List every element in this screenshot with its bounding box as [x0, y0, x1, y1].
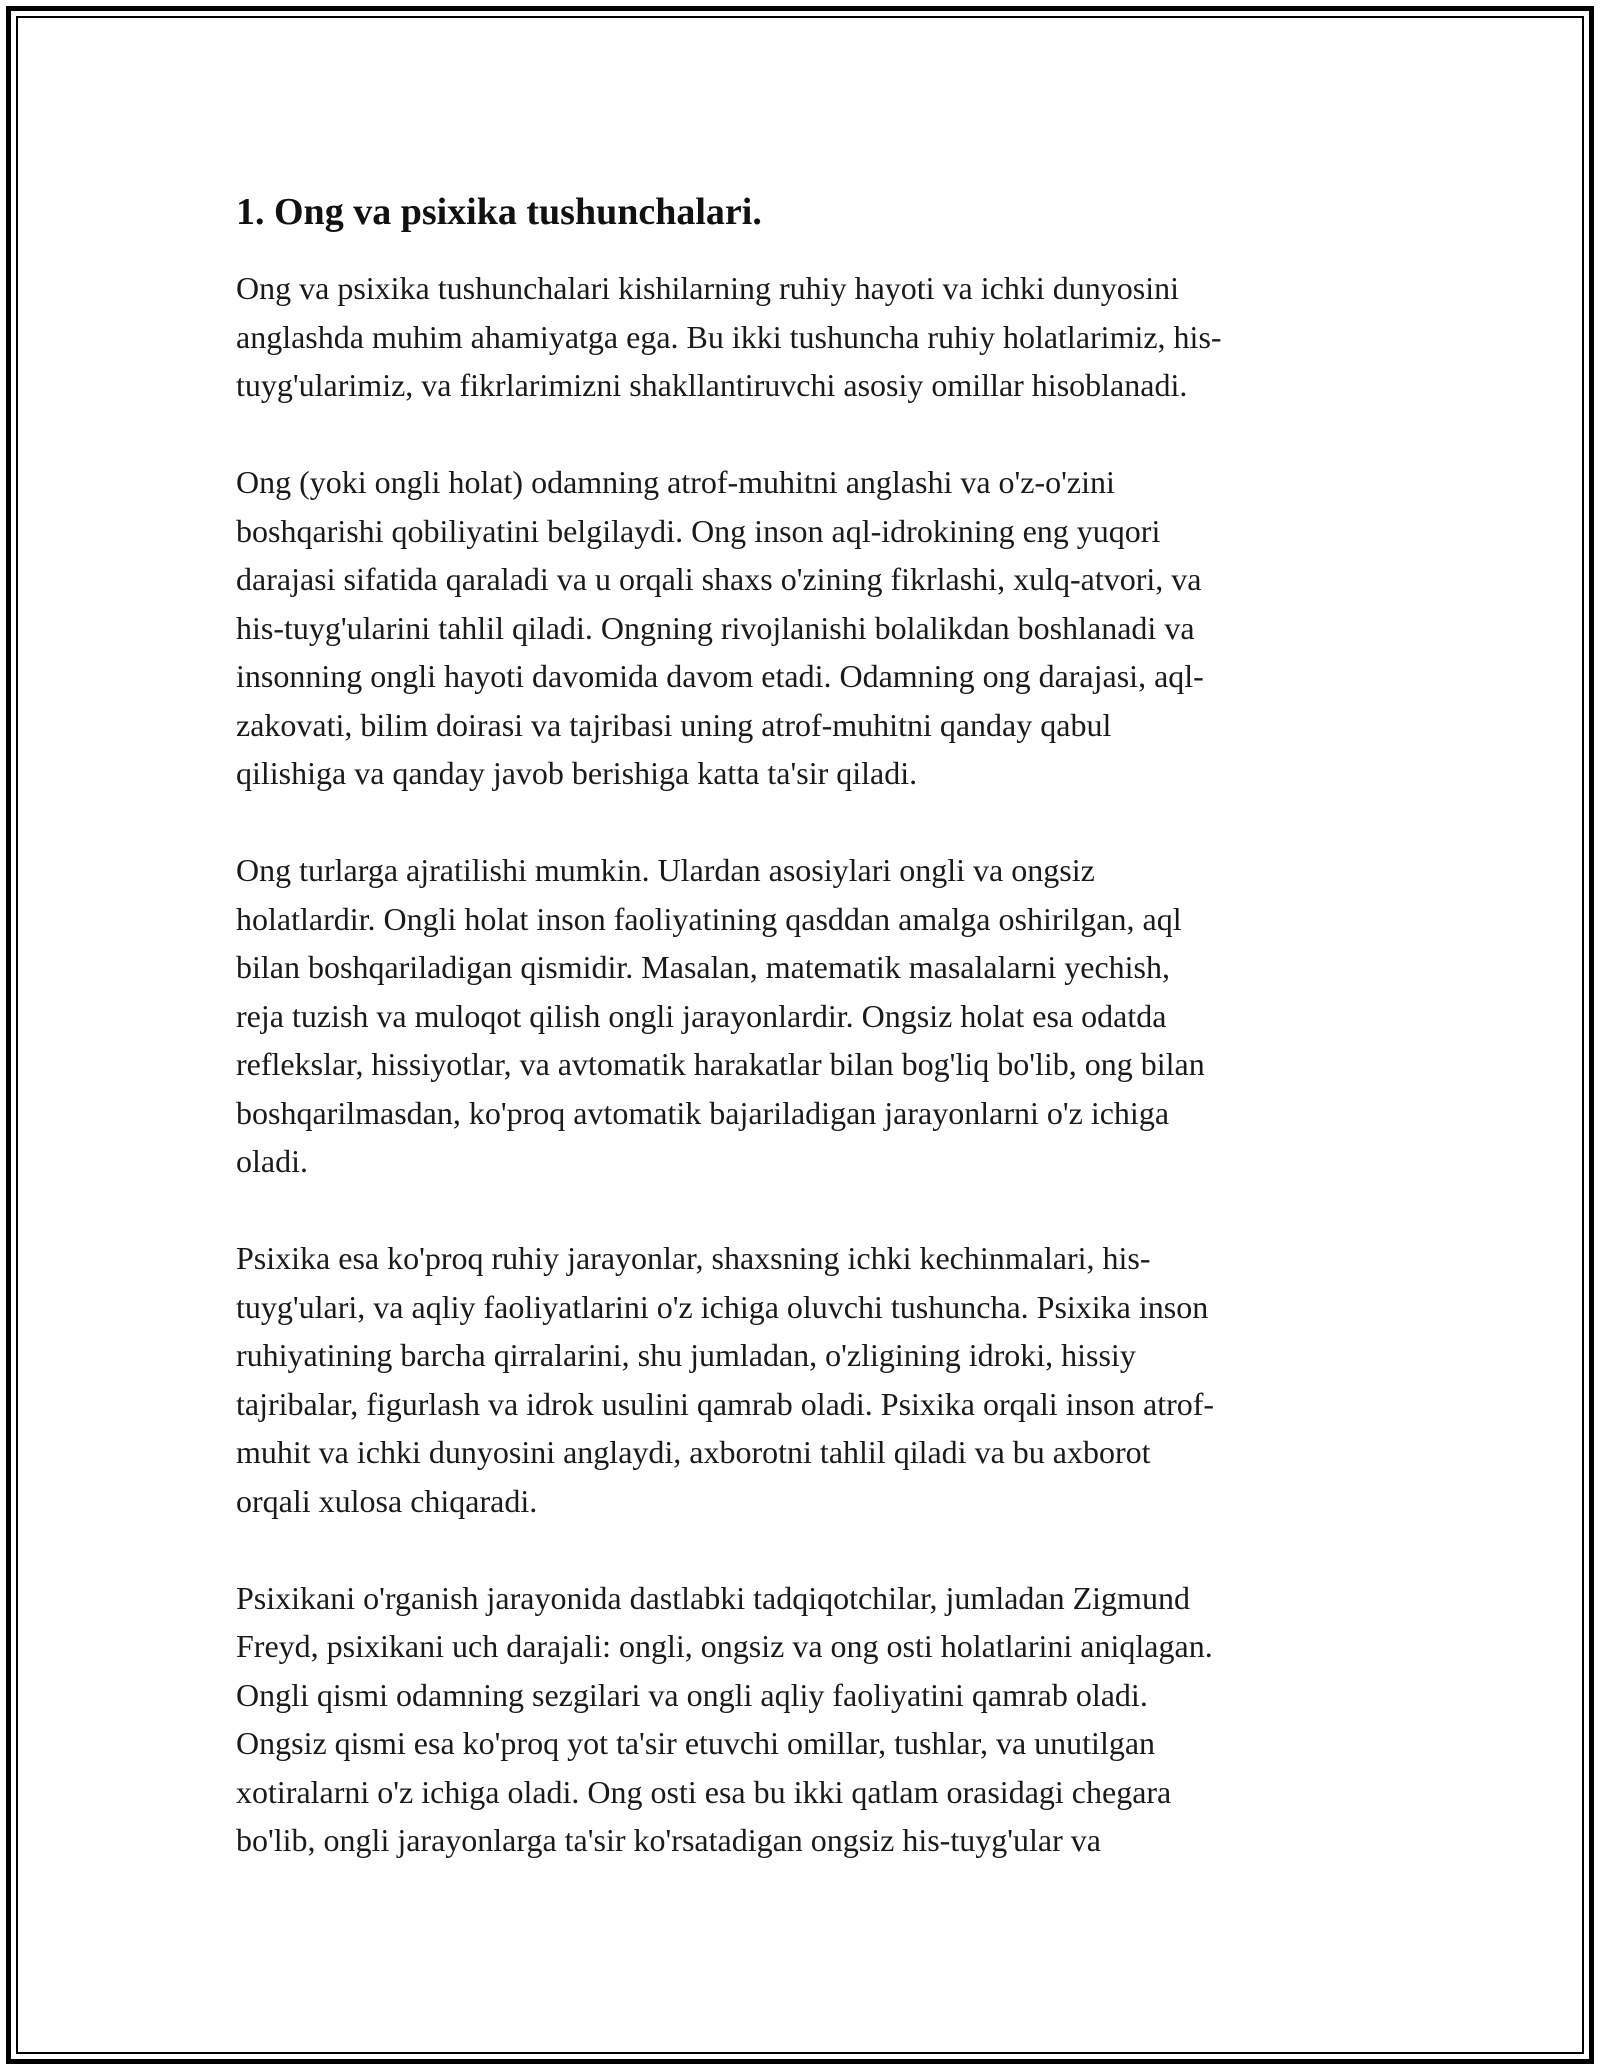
text-line: boshqarilmasdan, ko'proq avtomatik bajariladigan jarayonlarni o'z ichiga [236, 1094, 1170, 1131]
paragraph [236, 1574, 1366, 1865]
text-line: ruhiyatining barcha qirralarini, shu jumladan, o'zligining idroki, hissiy [236, 1337, 1136, 1373]
paragraph [236, 458, 1366, 798]
text-line: his-tuyg'ularini tahlil qiladi. Ongning rivojlanishi bolalikdan boshlanadi va [236, 609, 1195, 646]
text-line: reflekslar, hissiyotlar, va avtomatik harakatlar bilan bog'liq bo'lib, ong bilan [236, 1046, 1205, 1082]
text-line: tuyg'ularimiz, va fikrlarimizni shakllantiruvchi asosiy omillar hisoblanadi. [236, 367, 1188, 403]
paragraph [236, 846, 1366, 1186]
text-line: Psixika esa ko'proq ruhiy jarayonlar, shaxsning ichki kechinmalari, his- [236, 1240, 1151, 1276]
text-line: anglashda muhim ahamiyatga ega. Bu ikki tushuncha ruhiy holatlarimiz, his- [236, 318, 1222, 355]
text-line: Psixikani o'rganish jarayonida dastlabki tadqiqotchilar, jumladan Zigmund [236, 1579, 1190, 1616]
text-line: Ong va psixika tushunchalari kishilarning ruhiy hayoti va ichki dunyosini [236, 270, 1179, 306]
text-line: zakovati, bilim doirasi va tajribasi uning atrof-muhitni qanday qabul [236, 706, 1112, 743]
text-line: Freyd, psixikani uch darajali: ongli, ongsiz va ong osti holatlarini aniqlagan. [236, 1628, 1213, 1664]
text-line: bo'lib, ongli jarayonlarga ta'sir ko'rsatadigan ongsiz his-tuyg'ular va [236, 1822, 1101, 1858]
text-line: boshqarishi qobiliyatini belgilaydi. Ong inson aql-idrokining eng yuqori [236, 512, 1161, 549]
text-line: tuyg'ulari, va aqliy faoliyatlarini o'z ichiga oluvchi tushuncha. Psixika inson [236, 1288, 1209, 1325]
text-line: oladi. [236, 1143, 308, 1179]
document-body [236, 186, 1366, 1865]
text-line: holatlardir. Ongli holat inson faoliyatining qasddan amalga oshirilgan, aql [236, 900, 1182, 937]
section-heading: 1. Ong va psixika tushunchalari. [236, 191, 762, 233]
text-line: tajribalar, figurlash va idrok usulini qamrab oladi. Psixika orqali inson atrof- [236, 1385, 1215, 1422]
paragraph [236, 264, 1366, 410]
text-line: darajasi sifatida qaraladi va u orqali shaxs o'zining fikrlashi, xulq-atvori, va [236, 561, 1202, 597]
text-line: muhit va ichki dunyosini anglaydi, axborotni tahlil qiladi va bu axborot [236, 1434, 1151, 1470]
text-line: orqali xulosa chiqaradi. [236, 1482, 538, 1519]
text-line: xotiralarni o'z ichiga oladi. Ong osti esa bu ikki qatlam orasidagi chegara [236, 1773, 1172, 1810]
text-line: Ongli qismi odamning sezgilari va ongli aqliy faoliyatini qamrab oladi. [236, 1676, 1148, 1713]
text-line: Ongsiz qismi esa ko'proq yot ta'sir etuvchi omillar, tushlar, va unutilgan [236, 1725, 1156, 1761]
text-line: Ong turlarga ajratilishi mumkin. Ulardan asosiylari ongli va ongsiz [236, 852, 1095, 888]
text-line: reja tuzish va muloqot qilish ongli jarayonlardir. Ongsiz holat esa odatda [236, 997, 1167, 1034]
text-line: insonning ongli hayoti davomida davom etadi. Odamning ong darajasi, aql- [236, 658, 1204, 694]
text-line: bilan boshqariladigan qismidir. Masalan, matematik masalalarni yechish, [236, 949, 1170, 985]
text-line: qilishiga va qanday javob berishiga katta ta'sir qiladi. [236, 755, 918, 791]
text-line: Ong (yoki ongli holat) odamning atrof-muhitni anglashi va o'z-o'zini [236, 464, 1115, 500]
paragraph [236, 1234, 1366, 1525]
